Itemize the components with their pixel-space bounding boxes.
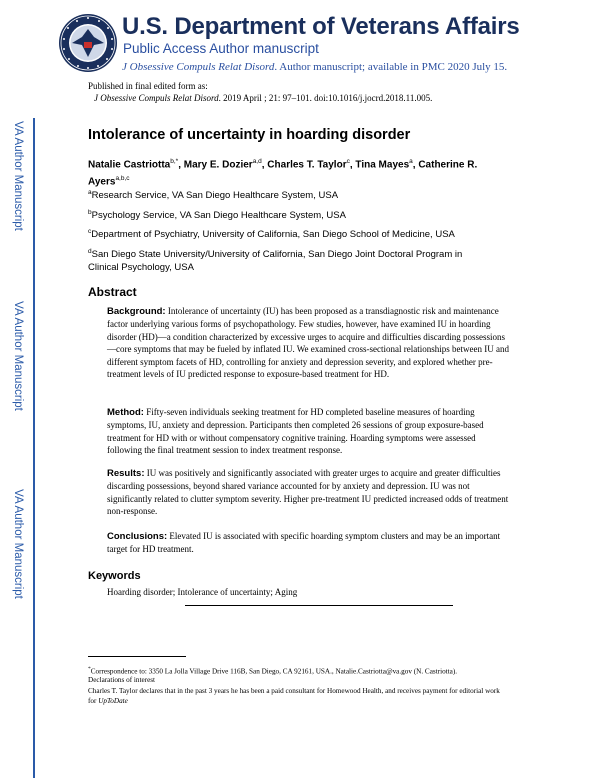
agency-title: U.S. Department of Veterans Affairs (122, 13, 520, 40)
keywords-text: Hoarding disorder; Intolerance of uncertainty; Aging (107, 587, 298, 597)
author-name: Catherine R. Ayers (88, 159, 478, 188)
affiliation-text: Research Service, VA San Diego Healthcare System, USA (91, 190, 339, 202)
va-seal-icon (58, 13, 118, 73)
taylor-statement: Charles T. Taylor declares that in the past 3 years he has been a paid consultant for Homewood Health, and receives payment for editorial work for (88, 687, 500, 706)
correspondence-footnote: *Correspondence to: 3350 La Jolla Village Drive 116B, San Diego, CA 92161, USA., Natalie.Castriotta@va.gov (N. Castriotta). (88, 666, 458, 676)
affiliation-sup: d (88, 248, 92, 255)
background-label: Background: (107, 306, 166, 317)
keywords-heading: Keywords (88, 570, 141, 582)
author-sup: b,* (170, 158, 179, 165)
affiliation-text: Department of Psychiatry, University of California, San Diego School of Medicine, USA (91, 229, 455, 241)
abstract-conclusions (107, 530, 509, 556)
abstract-background (107, 305, 509, 380)
author-name: Tina Mayes (355, 159, 410, 171)
footnote-divider (88, 656, 186, 657)
side-label-2: VA Author Manuscript (11, 301, 24, 411)
affiliation (88, 206, 508, 222)
abstract-results (107, 467, 509, 518)
results-text: IU was positively and significantly associated with greater urges to acquire and greater difficulties discarding possessions, beyond shared variance accounted for by anxiety and depression. IU was not significantly related to clutter symptom severity. Higher pre-treatment IU predicted increased odds of treatment non-response. (107, 468, 509, 517)
side-label-1: VA Author Manuscript (11, 121, 24, 231)
citation (88, 92, 432, 104)
author-sup: a (409, 158, 413, 165)
availability-text: . Author manuscript; available in PMC 2020 July 15. (274, 61, 508, 73)
side-label-3: VA Author Manuscript (11, 489, 24, 599)
journal-name: J Obsessive Compuls Relat Disord (122, 61, 275, 73)
author-name: Mary E. Dozier (183, 159, 253, 171)
declarations-heading: Declarations of interest (88, 676, 156, 684)
section-divider (185, 605, 453, 606)
background-text: Intolerance of uncertainty (IU) has been proposed as a transdiagnostic risk and maintenance factor underlying various forms of psychopathology. Few studies, however, have examined IU in hoarding disorder (HD)—a condition characterized by excessive urges to acquire and difficulties discarding possessions—core symptoms that may be fueled by inflated IU. We examined cross-sectional relationships between IU and different symptom facets of HD, controlling for anxiety and depression severity, and explored whether pre-treatment levels of IU predicted response to exposure-based treatment for HD. (107, 306, 509, 380)
conclusions-text: Elevated IU is associated with specific hoarding symptom clusters and may be an important target for HD treatment. (107, 531, 501, 555)
manuscript-status: Public Access Author manuscript (123, 41, 319, 56)
method-label: Method: (107, 407, 144, 418)
affiliation-sup: c (88, 228, 92, 235)
published-line: Published in final edited form as: (88, 81, 208, 91)
publication-info (88, 80, 432, 104)
affiliation-text: Psychology Service, VA San Diego Healthcare System, USA (91, 210, 346, 222)
author-sup: a,d (252, 158, 262, 165)
affiliation-text: San Diego State University/University of California, San Diego Joint Doctoral Program in Clinical Psychology, USA (88, 249, 463, 274)
citation-details: . 2019 April ; 21: 97–101. doi:10.1016/j.jocrd.2018.11.005. (218, 93, 433, 103)
results-label: Results: (107, 468, 145, 479)
article-title: Intolerance of uncertainty in hoarding disorder (88, 127, 411, 143)
author-name: Natalie Castriotta (88, 159, 171, 171)
method-text: Fifty-seven individuals seeking treatment for HD completed baseline measures of hoarding symptoms, IU, anxiety and depression. Participants then completed 26 sessions of group exposure-based treatment for HD with or without compensatory cognitive training. Hoarding symptoms were assessed following the final treatment session to index treatment response. (107, 407, 484, 456)
uptodate-title: UpToDate (98, 697, 128, 706)
correspondence-text: Correspondence to: 3350 La Jolla Village Drive 116B, San Diego, CA 92161, USA., Natalie.Castriotta@va.gov (N. Castriotta). (90, 667, 458, 676)
side-bar (33, 118, 35, 778)
conflict-statement (88, 686, 508, 706)
affiliation-sup: a (88, 189, 92, 196)
affiliation (88, 245, 493, 274)
affiliation-sup: b (88, 209, 92, 216)
journal-availability (122, 61, 507, 73)
abstract-method (107, 406, 509, 457)
author-sup: c (346, 158, 350, 165)
author-name: Charles T. Taylor (267, 159, 347, 171)
affiliation (88, 186, 508, 202)
affiliation (88, 225, 508, 241)
conclusions-label: Conclusions: (107, 531, 168, 542)
author-list: Natalie Castriotta$^{b,*}$, Mary E. Dozier$^{a,d}$, Charles T. Taylor$^c$, Tina Mayes$^a$, Catherine R. Ayers$^{a,b,c}$ (88, 158, 478, 188)
author-sup: a,b,c (115, 175, 130, 183)
citation-journal: J Obsessive Compuls Relat Disord (94, 93, 219, 103)
abstract-heading: Abstract (88, 285, 137, 299)
